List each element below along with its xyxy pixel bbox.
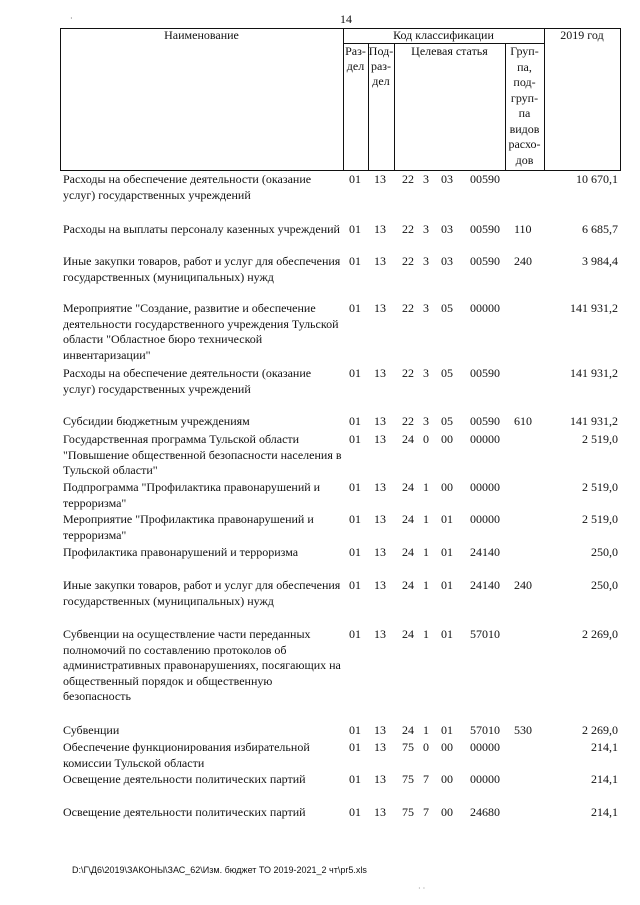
row-mer: 05	[441, 414, 453, 428]
row-name: Обеспечение функционирования избирательной комиссии Тульской области	[63, 740, 310, 770]
row-razdel: 01	[349, 627, 361, 641]
header-bottom-border	[60, 170, 621, 171]
row-prog: 22	[402, 254, 414, 268]
row-prog: 24	[402, 578, 414, 592]
row-name: Иные закупки товаров, работ и услуг для обеспечения государственных (муниципальных) нужд	[63, 578, 341, 608]
row-amount: 141 931,2	[570, 414, 618, 428]
row-prog: 24	[402, 512, 414, 526]
row-podrazdel: 13	[374, 740, 386, 754]
row-napr: 00000	[470, 432, 500, 446]
header-razdel: Раз- дел	[345, 44, 366, 73]
row-vid: 240	[514, 578, 532, 592]
row-podrazdel: 13	[374, 545, 386, 559]
row-napr: 00000	[470, 480, 500, 494]
header-divider-group	[544, 28, 545, 171]
row-amount: 2 519,0	[582, 432, 618, 446]
row-prog: 24	[402, 627, 414, 641]
row-sub: 3	[423, 301, 429, 315]
row-sub: 1	[423, 723, 429, 737]
row-napr: 24680	[470, 805, 500, 819]
row-podrazdel: 13	[374, 172, 386, 186]
row-podrazdel: 13	[374, 578, 386, 592]
row-name: Иные закупки товаров, работ и услуг для обеспечения государственных (муниципальных) нужд	[63, 254, 341, 284]
row-mer: 05	[441, 301, 453, 315]
row-sub: 1	[423, 512, 429, 526]
header-year: 2019 год	[560, 28, 604, 42]
row-napr: 00590	[470, 172, 500, 186]
row-podrazdel: 13	[374, 480, 386, 494]
row-prog: 75	[402, 740, 414, 754]
row-amount: 141 931,2	[570, 301, 618, 315]
row-razdel: 01	[349, 222, 361, 236]
row-podrazdel: 13	[374, 512, 386, 526]
row-name: Освещение деятельности политических партий	[63, 772, 306, 786]
scan-dots: · ·	[418, 884, 426, 893]
row-vid: 610	[514, 414, 532, 428]
row-razdel: 01	[349, 366, 361, 380]
row-podrazdel: 13	[374, 222, 386, 236]
row-napr: 00000	[470, 512, 500, 526]
table-header	[60, 28, 621, 171]
row-mer: 03	[441, 172, 453, 186]
row-prog: 22	[402, 301, 414, 315]
row-sub: 0	[423, 740, 429, 754]
row-razdel: 01	[349, 254, 361, 268]
row-amount: 214,1	[591, 740, 618, 754]
scan-mark: ·	[70, 14, 73, 23]
row-prog: 22	[402, 366, 414, 380]
row-razdel: 01	[349, 740, 361, 754]
header-right-border	[620, 28, 621, 171]
row-napr: 00590	[470, 222, 500, 236]
row-amount: 10 670,1	[576, 172, 618, 186]
row-prog: 22	[402, 414, 414, 428]
row-napr: 57010	[470, 723, 500, 737]
row-mer: 00	[441, 480, 453, 494]
row-sub: 7	[423, 772, 429, 786]
row-razdel: 01	[349, 578, 361, 592]
row-razdel: 01	[349, 723, 361, 737]
row-amount: 214,1	[591, 805, 618, 819]
row-mer: 01	[441, 627, 453, 641]
row-prog: 24	[402, 480, 414, 494]
row-napr: 00590	[470, 366, 500, 380]
page-number: 14	[340, 12, 352, 26]
row-razdel: 01	[349, 414, 361, 428]
row-prog: 75	[402, 772, 414, 786]
row-napr: 00000	[470, 740, 500, 754]
row-mer: 01	[441, 723, 453, 737]
row-name: Государственная программа Тульской области "Повышение общественной безопасности населения в Тульской области"	[63, 432, 342, 477]
row-sub: 3	[423, 172, 429, 186]
row-amount: 141 931,2	[570, 366, 618, 380]
row-razdel: 01	[349, 772, 361, 786]
row-amount: 6 685,7	[582, 222, 618, 236]
row-mer: 00	[441, 740, 453, 754]
row-razdel: 01	[349, 512, 361, 526]
row-podrazdel: 13	[374, 723, 386, 737]
header-left-border	[60, 28, 61, 171]
row-napr: 24140	[470, 578, 500, 592]
row-amount: 2 269,0	[582, 627, 618, 641]
row-mer: 01	[441, 512, 453, 526]
row-name: Мероприятие "Профилактика правонарушений и терроризма"	[63, 512, 314, 542]
row-prog: 24	[402, 723, 414, 737]
row-razdel: 01	[349, 172, 361, 186]
header-name: Наименование	[164, 28, 239, 42]
row-napr: 00000	[470, 301, 500, 315]
row-name: Расходы на выплаты персоналу казенных учреждений	[63, 222, 340, 236]
row-razdel: 01	[349, 301, 361, 315]
row-name: Субвенции	[63, 723, 120, 737]
row-name: Субсидии бюджетным учреждениям	[63, 414, 250, 428]
row-amount: 250,0	[591, 578, 618, 592]
row-amount: 214,1	[591, 772, 618, 786]
row-name: Субвенции на осуществление части переданных полномочий по составлению протоколов об административных правонарушениях, посягающих на общественный порядок и общественную безопасность	[63, 627, 341, 703]
row-name: Расходы на обеспечение деятельности (оказание услуг) государственных учреждений	[63, 172, 312, 202]
row-sub: 3	[423, 366, 429, 380]
header-divider-podrazdel	[394, 43, 395, 171]
row-napr: 00000	[470, 772, 500, 786]
row-mer: 01	[441, 545, 453, 559]
row-mer: 00	[441, 432, 453, 446]
row-mer: 03	[441, 254, 453, 268]
row-mer: 00	[441, 772, 453, 786]
row-vid: 240	[514, 254, 532, 268]
row-podrazdel: 13	[374, 805, 386, 819]
row-sub: 1	[423, 545, 429, 559]
row-amount: 2 519,0	[582, 480, 618, 494]
row-napr: 00590	[470, 254, 500, 268]
row-amount: 3 984,4	[582, 254, 618, 268]
row-podrazdel: 13	[374, 627, 386, 641]
row-name: Подпрограмма "Профилактика правонарушений и терроризма"	[63, 480, 321, 510]
row-vid: 110	[514, 222, 532, 236]
row-amount: 250,0	[591, 545, 618, 559]
row-sub: 1	[423, 480, 429, 494]
row-sub: 0	[423, 432, 429, 446]
row-sub: 1	[423, 627, 429, 641]
row-razdel: 01	[349, 805, 361, 819]
header-target: Целевая статья	[411, 44, 488, 58]
row-mer: 03	[441, 222, 453, 236]
row-sub: 3	[423, 414, 429, 428]
row-razdel: 01	[349, 480, 361, 494]
row-napr: 24140	[470, 545, 500, 559]
row-sub: 7	[423, 805, 429, 819]
row-razdel: 01	[349, 545, 361, 559]
row-sub: 3	[423, 254, 429, 268]
row-podrazdel: 13	[374, 366, 386, 380]
row-razdel: 01	[349, 432, 361, 446]
row-amount: 2 269,0	[582, 723, 618, 737]
file-path-footer: D:\Г\Д6\2019\ЗАКОНЫ\ЗАС_62\Изм. бюджет ТО 2019-2021_2 чт\pr5.xls	[72, 865, 367, 875]
row-mer: 05	[441, 366, 453, 380]
row-sub: 1	[423, 578, 429, 592]
row-podrazdel: 13	[374, 772, 386, 786]
row-podrazdel: 13	[374, 254, 386, 268]
row-vid: 530	[514, 723, 532, 737]
row-mer: 01	[441, 578, 453, 592]
row-prog: 24	[402, 545, 414, 559]
row-name: Расходы на обеспечение деятельности (оказание услуг) государственных учреждений	[63, 366, 312, 396]
row-prog: 22	[402, 172, 414, 186]
header-podrazdel: Под- раз- дел	[368, 44, 394, 88]
row-prog: 75	[402, 805, 414, 819]
row-prog: 24	[402, 432, 414, 446]
row-podrazdel: 13	[374, 414, 386, 428]
row-name: Мероприятие "Создание, развитие и обеспечение деятельности государственного учреждения Тульской области "Областное бюро технической инвентаризации"	[63, 301, 339, 362]
row-mer: 00	[441, 805, 453, 819]
row-amount: 2 519,0	[582, 512, 618, 526]
row-napr: 00590	[470, 414, 500, 428]
row-napr: 57010	[470, 627, 500, 641]
header-code-group: Код классификации	[393, 28, 494, 42]
row-podrazdel: 13	[374, 432, 386, 446]
row-prog: 22	[402, 222, 414, 236]
row-sub: 3	[423, 222, 429, 236]
header-group: Груп- па, под- груп- па видов расхо- дов	[508, 44, 541, 167]
row-name: Освещение деятельности политических партий	[63, 805, 306, 819]
row-name: Профилактика правонарушений и терроризма	[63, 545, 299, 559]
row-podrazdel: 13	[374, 301, 386, 315]
